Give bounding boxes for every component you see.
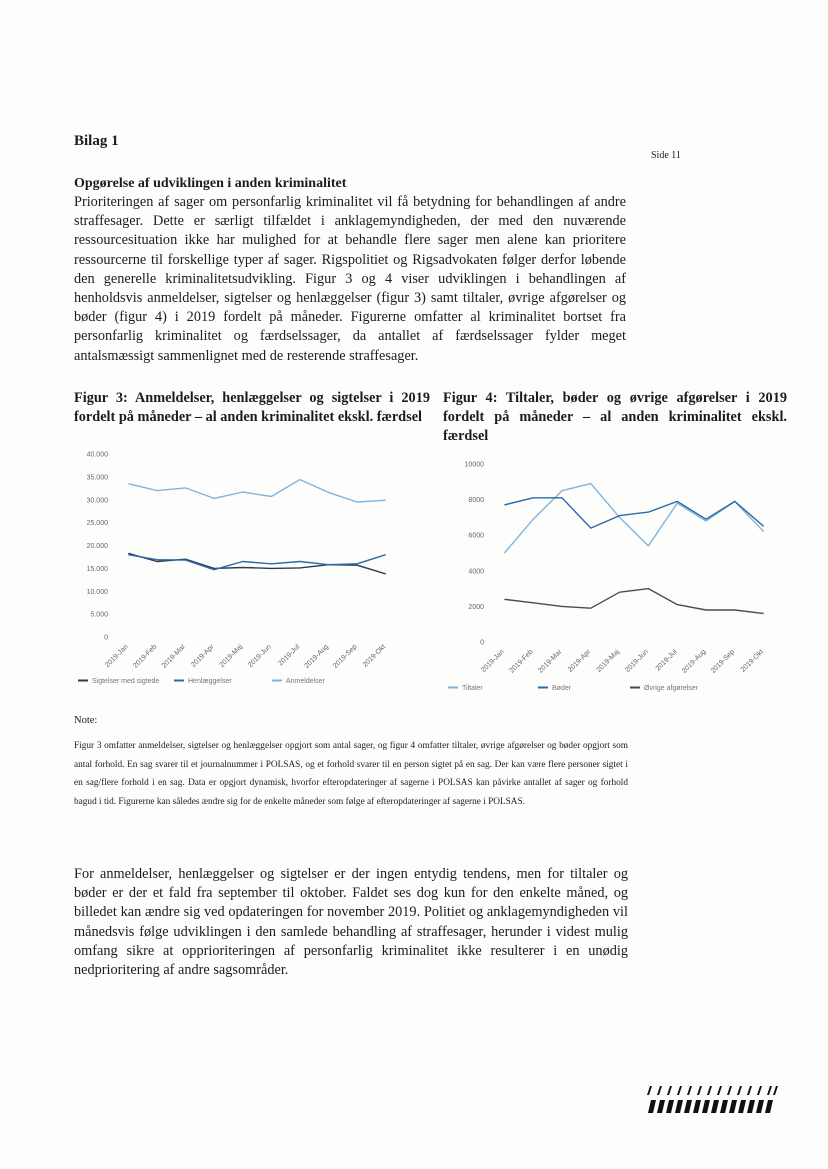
x-tick-label: 2019-Mar — [160, 643, 187, 670]
y-tick-label: 10000 — [464, 461, 484, 469]
y-tick-label: 8000 — [468, 497, 484, 505]
note-heading: Note: — [74, 715, 98, 726]
x-tick-label: 2019-Jan — [480, 648, 506, 675]
y-tick-label: 4000 — [468, 568, 484, 576]
x-tick-label: 2019-Feb — [508, 648, 535, 675]
legend-label: Henlæggelser — [188, 678, 232, 685]
x-tick-label: 2019-Apr — [190, 643, 216, 669]
legend-label: Tiltaler — [462, 685, 483, 692]
y-tick-label: 6000 — [468, 532, 484, 540]
x-tick-label: 2019-Maj — [595, 648, 622, 675]
x-tick-label: 2019-Jun — [624, 648, 650, 675]
x-tick-label: 2019-Jul — [654, 648, 679, 673]
section-title: Opgørelse af udviklingen i anden kriminalitet — [74, 176, 347, 191]
intro-paragraph: Prioriteringen af sager om personfarlig kriminalitet vil få betydning for behandlingen af andre straffesager. Dette er særligt tilfældet i anklagemyndigheden, der med den nuværende ressourcesituation ikke har mulighed for at behandle flere sager men alene kan prioritere ressourcerne til forskellige typer af sager. Rigspolitiet og Rigsadvokaten følger derfor løbende den generelle kriminalitetsudvikling. Figur 3 og 4 viser udviklingen i behandlingen af henholdsvis anmeldelser, sigtelser og henlæggelser (figur 3) samt tiltaler, øvrige afgørelser og bøder (figur 4) i 2019 fordelt på måneder. Figurerne omfatter al kriminalitet bortset fra personfarlig kriminalitet og færdselssager, da antallet af færdselssager fylder meget antalsmæssigt sammenlignet med de resterende straffesager. — [74, 194, 626, 364]
series-line-3 — [128, 480, 385, 502]
y-tick-label: 0 — [104, 634, 108, 642]
series-line-2 — [504, 498, 763, 528]
series-line-3 — [504, 589, 763, 614]
x-tick-label: 2019-Jan — [104, 643, 130, 670]
page-number: Side 11 — [651, 150, 681, 161]
appendix-label: Bilag 1 — [74, 133, 119, 149]
barcode — [646, 1085, 778, 1115]
y-tick-label: 2000 — [468, 603, 484, 611]
x-tick-label: 2019-Mar — [537, 648, 564, 675]
y-tick-label: 0 — [480, 639, 484, 647]
y-tick-label: 20.000 — [86, 543, 108, 550]
legend-label: Øvrige afgørelser — [644, 685, 699, 692]
x-tick-label: 2019-Maj — [218, 643, 245, 670]
y-tick-label: 35.000 — [86, 474, 108, 482]
legend-label: Anmeldelser — [286, 678, 325, 685]
y-tick-label: 10.000 — [86, 588, 108, 596]
note-text: Figur 3 omfatter anmeldelser, sigtelser og henlæggelser opgjort som antal sager, og figur 4 omfatter tiltaler, øvrige afgørelser og bøder opgjort som antal forhold. En sag svarer til et journalnummer i POLSAS, og et forhold svarer til en person sigtet på en sag. Der kan være flere personer sigtet i en sag/flere forhold i en sag. Data er opgjort dynamisk, hvorfor efteropdateringer af sagerne i POLSAS kan påvirke antallet af sager og forhold bagud i tid. Figurerne kan således ændre sig for de enkelte måneder som følge af efteropdateringer af sagerne i POLSAS. — [74, 741, 628, 807]
x-tick-label: 2019-Sep — [332, 643, 359, 670]
y-tick-label: 25.000 — [86, 520, 108, 528]
legend-label: Bøder — [552, 685, 572, 692]
y-tick-label: 15.000 — [86, 565, 108, 573]
y-tick-label: 40.000 — [86, 451, 108, 459]
figure-4-chart — [438, 452, 783, 700]
legend-label: Sigtelser med sigtede — [92, 678, 160, 685]
figure-3-svg — [70, 447, 410, 692]
x-tick-label: 2019-Sep — [709, 648, 737, 675]
x-tick-label: 2019-Jun — [247, 643, 273, 670]
x-tick-label: 2019-Okt — [361, 643, 388, 669]
series-line-1 — [504, 484, 763, 553]
x-tick-label: 2019-Apr — [566, 648, 593, 674]
figure-3-caption: Figur 3: Anmeldelser, henlæggelser og sigtelser i 2019 fordelt på måneder – al anden kriminalitet ekskl. færdsel — [74, 390, 430, 425]
x-tick-label: 2019-Feb — [132, 643, 159, 670]
x-tick-label: 2019-Jul — [277, 643, 302, 668]
x-tick-label: 2019-Okt — [739, 648, 766, 674]
figure-3-chart — [70, 447, 410, 692]
closing-paragraph: For anmeldelser, henlæggelser og sigtelser er der ingen entydig tendens, men for tiltaler og bøder er der et fald fra september til oktober. Faldet ses dog kun for den enkelte måned, og billedet kan ændre sig ved opdateringen for november 2019. Politiet og anklagemyndigheden vil månedsvis følge udviklingen i den samlede behandling af straffesager, herunder i videst mulig omfang sikre at opprioriteringen af personfarlig kriminalitet ikke resulterer i en unødig nedprioritering af andre sagsområder. — [74, 866, 628, 979]
y-tick-label: 30.000 — [86, 497, 108, 505]
x-tick-label: 2019-Aug — [303, 643, 330, 670]
y-tick-label: 5.000 — [90, 611, 108, 619]
figure-4-svg — [438, 452, 783, 700]
figure-4-caption: Figur 4: Tiltaler, bøder og øvrige afgørelser i 2019 fordelt på måneder – al anden kriminalitet ekskl. færdsel — [443, 390, 787, 444]
x-tick-label: 2019-Aug — [680, 648, 708, 675]
